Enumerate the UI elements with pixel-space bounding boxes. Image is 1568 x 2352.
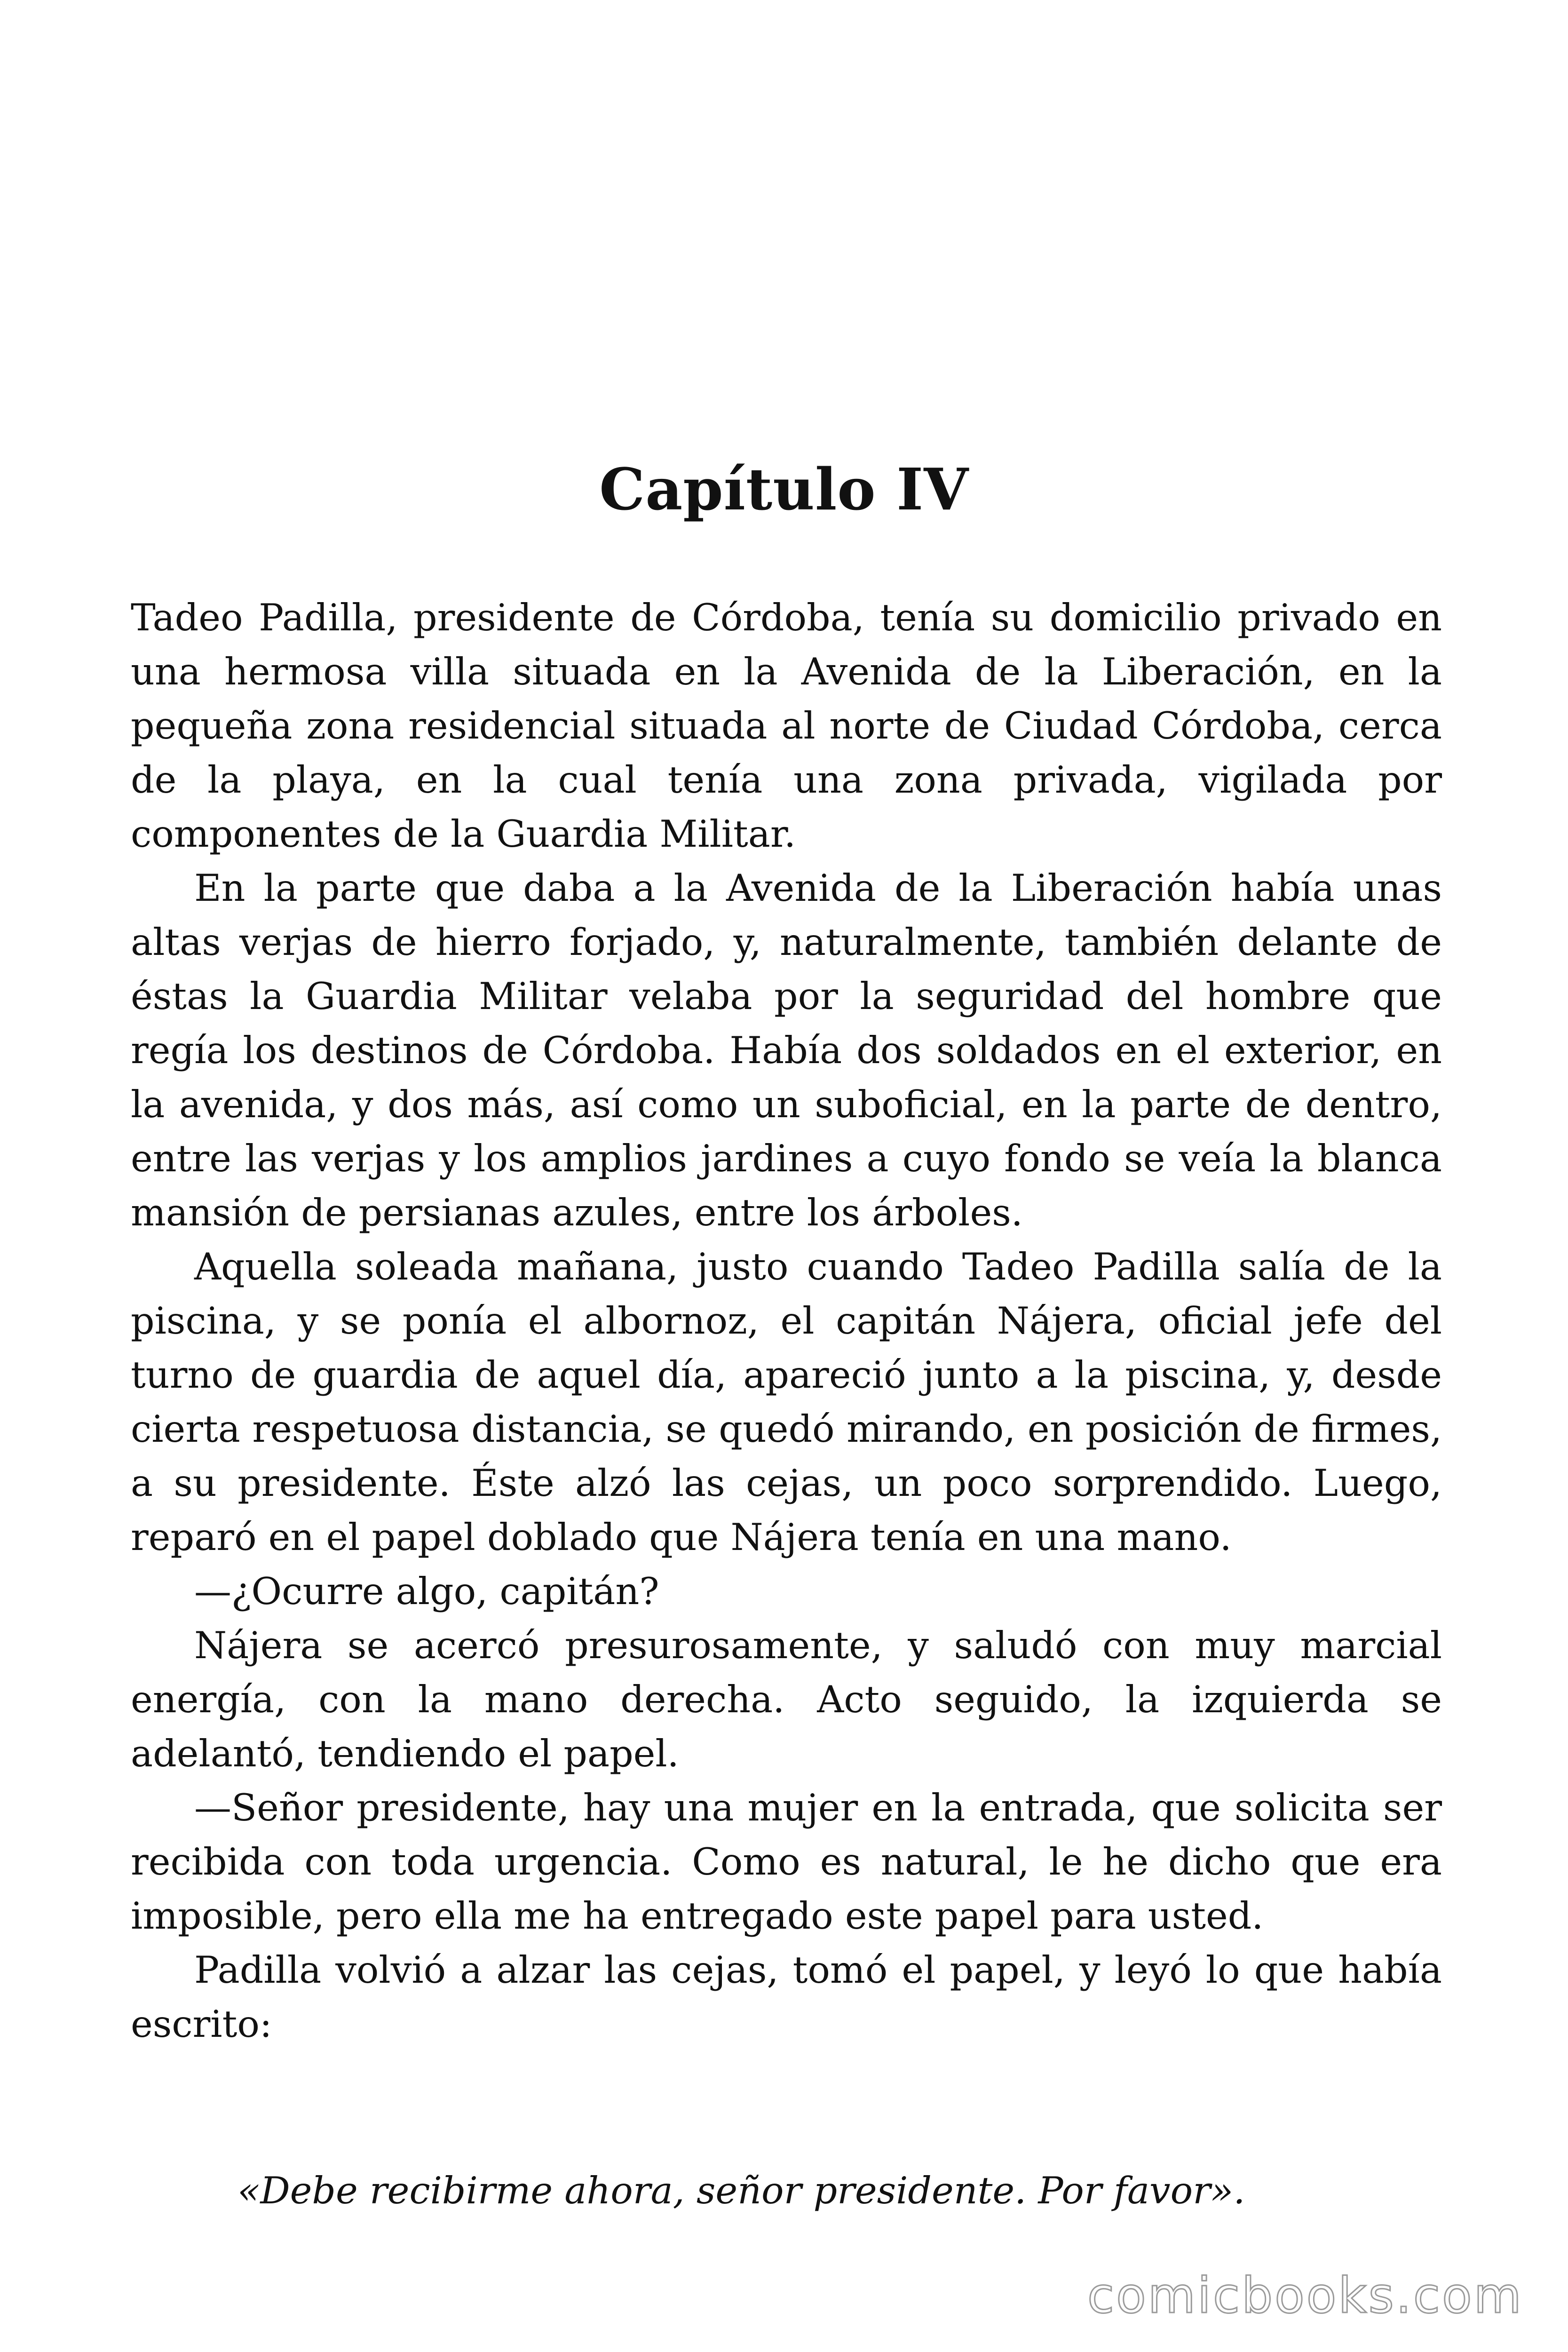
watermark: comicbooks.com [1087, 2267, 1523, 2324]
paragraph: —Señor presidente, hay una mujer en la entrada, que solicita ser recibida con toda urgencia. Como es natural, le he dicho que era imposible, pero ella me ha entregado este papel para usted. [131, 1786, 1442, 1938]
paragraph: —¿Ocurre algo, capitán? [194, 1570, 659, 1613]
paragraph: Padilla volvió a alzar las cejas, tomó el papel, y leyó lo que había escrito: [131, 1948, 1442, 2046]
paragraph: Nájera se acercó presurosamente, y saludó con muy marcial energía, con la mano derecha. Acto seguido, la izquierda se adelantó, tendiendo el papel. [131, 1624, 1442, 1775]
paragraph: Tadeo Padilla, presidente de Córdoba, tenía su domicilio privado en una hermosa villa situada en la Avenida de la Liberación, en la pequeña zona residencial situada al norte de Ciudad Córdoba, cerca de la playa, en la cual tenía una zona privada, vigilada por componentes de la Guardia Militar. [131, 596, 1442, 856]
paragraph: Aquella soleada mañana, justo cuando Tadeo Padilla salía de la piscina, y se ponía el albornoz, el capitán Nájera, oficial jefe del turno de guardia de aquel día, apareció junto a la piscina, y, desde cierta respetuosa distancia, se quedó mirando, en posición de firmes, a su presidente. Éste alzó las cejas, un poco sorprendido. Luego, reparó en el papel doblado que Nájera tenía en una mano. [131, 1245, 1442, 1559]
handwritten-note-quote: «Debe recibirme ahora, señor presidente. Por favor». [238, 2169, 1245, 2212]
paragraph: En la parte que daba a la Avenida de la Liberación había unas altas verjas de hierro forjado, y, naturalmente, también delante de éstas la Guardia Militar velaba por la seguridad del hombre que regía los destinos de Córdoba. Había dos soldados en el exterior, en la avenida, y dos más, así como un suboficial, en la parte de dentro, entre las verjas y los amplios jardines a cuyo fondo se veía la blanca mansión de persianas azules, entre los árboles. [131, 866, 1442, 1234]
chapter-body [131, 591, 1442, 2051]
chapter-title: Capítulo IV [599, 455, 969, 523]
